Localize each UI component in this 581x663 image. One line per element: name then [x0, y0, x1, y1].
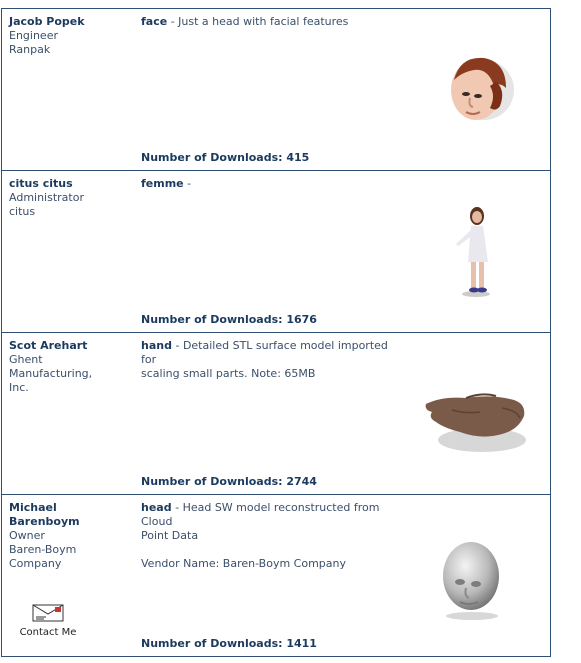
face-model-image[interactable] — [440, 46, 516, 126]
vendor-name: Vendor Name: Baren-Boym Company — [141, 557, 347, 570]
author-name[interactable]: Jacob Popek — [9, 15, 85, 28]
model-description — [141, 501, 391, 571]
model-description — [141, 177, 391, 191]
hand-model-image[interactable] — [422, 388, 528, 456]
contact-me-label: Contact Me — [19, 627, 77, 638]
author-role: Owner — [9, 529, 45, 542]
title-separator: - — [171, 339, 183, 352]
download-count: Number of Downloads: 1676 — [141, 313, 317, 326]
download-count: Number of Downloads: 2744 — [141, 475, 317, 488]
author-name[interactable]: Scot Arehart — [9, 339, 88, 352]
author-name[interactable]: citus citus — [9, 177, 73, 190]
model-description — [141, 15, 391, 29]
author-company: Baren-Boym Company — [9, 543, 77, 570]
title-separator: - — [183, 177, 192, 190]
model-desc: Head SW model reconstructed from Cloud — [141, 501, 380, 528]
title-separator: - — [171, 501, 183, 514]
author-info — [9, 15, 129, 57]
author-info — [9, 339, 129, 395]
author-role: Engineer — [9, 29, 58, 42]
model-title[interactable]: head — [141, 501, 172, 514]
table-row — [2, 494, 550, 657]
model-table — [1, 8, 551, 657]
download-count: Number of Downloads: 1411 — [141, 637, 317, 650]
model-title[interactable]: face — [141, 15, 168, 28]
author-role: Administrator — [9, 191, 84, 204]
envelope-icon — [32, 604, 64, 622]
title-separator: - — [167, 15, 179, 28]
model-title[interactable]: hand — [141, 339, 172, 352]
model-description — [141, 339, 391, 381]
female-figure-image[interactable] — [446, 204, 496, 299]
author-company: Ghent Manufacturing, — [9, 353, 93, 380]
download-count: Number of Downloads: 415 — [141, 151, 310, 164]
model-desc: scaling small parts. Note: 65MB — [141, 367, 316, 380]
author-info — [9, 177, 129, 219]
head-model-image[interactable] — [438, 538, 504, 622]
table-row — [2, 332, 550, 494]
author-info — [9, 501, 129, 571]
model-desc: Point Data — [141, 529, 199, 542]
author-company: Ranpak — [9, 43, 51, 56]
contact-me-button[interactable] — [18, 604, 78, 638]
table-row — [2, 8, 550, 170]
model-desc: Detailed STL surface model imported for — [141, 339, 388, 366]
author-company: Inc. — [9, 381, 29, 394]
model-title[interactable]: femme — [141, 177, 184, 190]
model-desc: Just a head with facial features — [178, 15, 349, 28]
table-row — [2, 170, 550, 332]
author-name[interactable]: Michael Barenboym — [9, 501, 80, 528]
author-company: citus — [9, 205, 36, 218]
